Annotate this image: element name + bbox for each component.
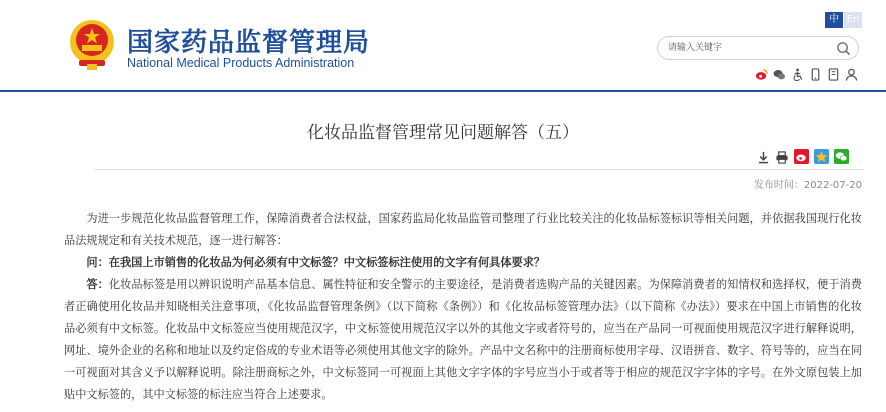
site-header [0,0,886,92]
site-title[interactable]: 国家药品监督管理局 [127,28,371,58]
question-paragraph: 问：在我国上市销售的化妆品为何必须有中文标签？中文标签标注使用的文字有何具体要求？ [86,256,546,269]
share-wechat-icon[interactable] [834,149,849,168]
download-icon[interactable] [757,149,770,168]
weibo-icon[interactable] [755,66,768,79]
print-icon[interactable] [775,149,789,168]
site-subtitle: National Medical Products Administration [127,56,355,70]
answer-paragraph [64,274,862,406]
article-content [64,208,862,406]
national-emblem-icon [67,16,117,72]
share-toolbar [757,150,849,166]
share-weibo-icon[interactable] [794,149,809,168]
publish-time: 发布时间：2022-07-20 [753,180,862,191]
app-icon[interactable] [827,66,840,79]
user-icon[interactable] [845,66,858,79]
wechat-icon[interactable] [773,66,786,79]
accessibility-icon[interactable] [791,66,804,79]
article-title: 化妆品监督管理常见问题解答（五） [307,123,579,143]
lang-en-button[interactable]: En [844,12,862,28]
answer-text: 化妆品标签是用以辨识说明产品基本信息、属性特征和安全警示的主要途径，是消费者选购产品的关键因素。为保障消费者的知情权和选择权，便于消费者正确使用化妆品并知晓相关注意事项，《化妆品监督管理条例》（以下简称《条例》）和《化妆品标签管理办法》（以下简称《办法》）要求在中国上市销售的化妆品必须有中文标签。化妆品中文标签应当使用规范汉字，中文标签使用规范汉字以外的其他文字或者符号的，应当在产品同一可视面使用规范汉字进行解释说明，网址、境外企业的名称和地址以及约定俗成的专业术语等必须使用其他文字的除外。产品中文名称中的注册商标使用字母、汉语拼音、数字、符号等的，应当在同一可视面对其含义予以解释说明。除注册商标之外，中文标签同一可视面上其他文字字体的字号应当小于或者等于相应的规范汉字字体的字号。在外文原包装上加贴中文标签的，其中文标签的标注应当符合上述要求。 [64,278,862,401]
search-icon[interactable] [836,41,851,56]
lang-zh-button[interactable]: 中 [825,12,843,28]
header-divider [0,90,886,92]
intro-paragraph: 为进一步规范化妆品监督管理工作，保障消费者合法权益，国家药监局化妆品监管司整理了行业比较关注的化妆品标签标识等相关问题，并依据我国现行化妆品法规规定和有关技术规范，逐一进行解答： [64,212,862,247]
meta-divider [94,169,864,170]
header-tool-icons [755,66,858,80]
answer-label: 答： [86,278,109,291]
mobile-icon[interactable] [809,66,822,79]
search-input[interactable] [668,40,828,56]
share-qzone-icon[interactable] [814,149,829,168]
search-box [657,36,859,60]
